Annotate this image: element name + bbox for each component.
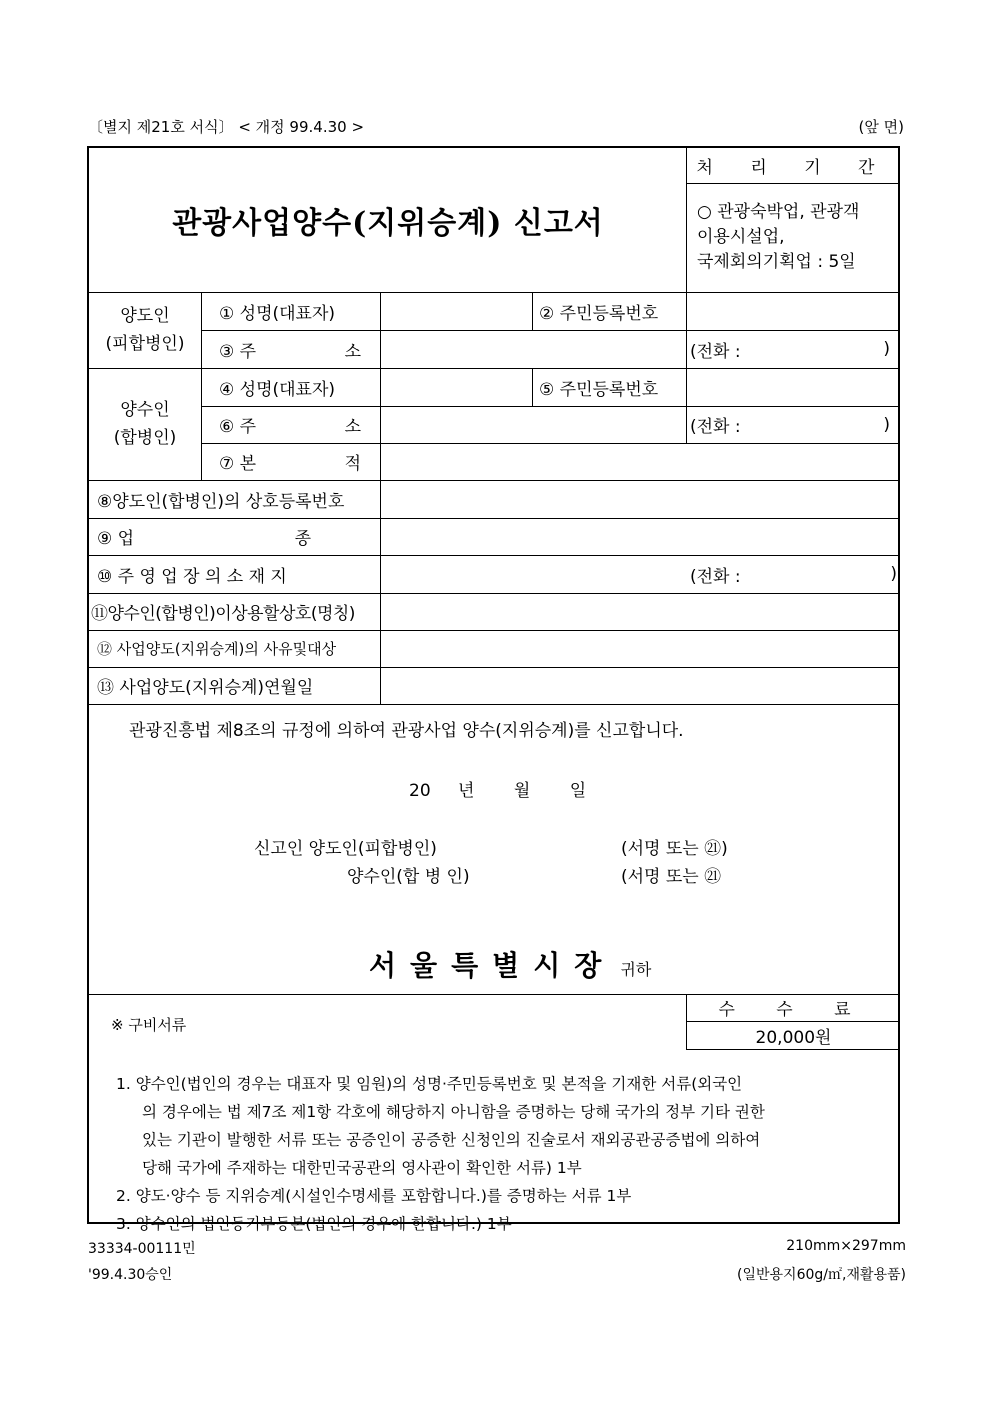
list-item: 있는 기관이 발행한 서류 또는 공증인이 공증한 신청인의 진술로서 재외공관공증법에 의하여 xyxy=(142,1131,761,1149)
signer-transferor-mark[interactable]: (서명 또는 ㉑) xyxy=(621,839,728,859)
row-transfer-reason-field[interactable] xyxy=(381,631,899,666)
transferee-origin-field[interactable] xyxy=(381,444,899,479)
transferor-rrn-field[interactable] xyxy=(687,293,899,329)
list-item: 의 경우에는 법 제7조 제1항 각호에 해당하지 아니함을 증명하는 당해 국가의 정부 기타 권한 xyxy=(142,1103,765,1121)
form-header-left: 〔별지 제21호 서식〕 < 개정 99.4.30 > xyxy=(88,118,365,136)
row-main-location-phone[interactable]: (전화 : ) xyxy=(690,564,897,587)
transferee-rrn-field[interactable] xyxy=(687,369,899,405)
transferee-label: 양수인 (합병인) xyxy=(113,400,177,448)
row-business-type-field[interactable] xyxy=(381,519,899,554)
row-transfer-reason-label: ⑫ 사업양도(지위승계)의 사유및대상 xyxy=(97,640,337,658)
row-main-location-label: ⑩ 주 영 업 장 의 소 재 지 xyxy=(97,566,287,587)
row-new-trade-name-label: ⑪양수인(합병인)이상용할상호(명칭) xyxy=(91,604,355,624)
transferor-phone[interactable]: (전화 : ) xyxy=(690,339,890,362)
required-docs-label: ※ 구비서류 xyxy=(111,1016,187,1034)
fee-label: 수 수 료 xyxy=(718,1000,869,1020)
transferee-phone[interactable]: (전화 : ) xyxy=(690,414,890,437)
transferor-name-field[interactable] xyxy=(381,293,531,329)
signer-transferee: 양수인(합 병 인) xyxy=(347,867,470,887)
recipient: 서울특별시장 귀하 xyxy=(369,949,652,982)
form-code: 33334-00111민 xyxy=(88,1241,196,1257)
declaration-form xyxy=(87,146,900,1233)
transferee-name-label: ④ 성명(대표자) xyxy=(219,379,336,400)
list-item: 당해 국가에 주재하는 대한민국공관의 영사관이 확인한 서류) 1부 xyxy=(142,1159,582,1177)
transferee-name-field[interactable] xyxy=(381,369,531,405)
paper-type: (일반용지60g/㎡,재활용품) xyxy=(737,1267,906,1283)
required-docs-list xyxy=(116,1070,876,1238)
transferor-rrn-label: ② 주민등록번호 xyxy=(539,303,659,324)
approval-date: '99.4.30승인 xyxy=(88,1267,173,1283)
row-transfer-date-field[interactable] xyxy=(381,668,899,703)
signer-transferee-mark[interactable]: (서명 또는 ㉑ xyxy=(621,867,722,887)
declaration-statement: 관광진흥법 제8조의 규정에 의하여 관광사업 양수(지위승계)를 신고합니다. xyxy=(129,721,684,741)
processing-period-text: ○ 관광숙박업, 관광객 이용시설업, 국제회의기획업 : 5일 xyxy=(697,202,860,272)
row-business-type-label: ⑨ 업 종 xyxy=(97,529,311,549)
row-transfer-date-label: ⑬ 사업양도(지위승계)연월일 xyxy=(97,678,314,698)
transferor-label: 양도인 (피합병인) xyxy=(105,306,185,354)
row-trade-registration-label: ⑧양도인(합병인)의 상호등록번호 xyxy=(97,491,345,512)
transferor-name-label: ① 성명(대표자) xyxy=(219,303,336,324)
transferee-origin-label: ⑦ 본 적 xyxy=(219,454,361,474)
row-new-trade-name-field[interactable] xyxy=(381,594,899,629)
form-header-right: (앞 면) xyxy=(858,118,904,136)
form-title: 관광사업양수(지위승계) 신고서 xyxy=(172,206,604,241)
declaration-date[interactable]: 20 년 월 일 xyxy=(409,781,587,801)
transferee-address-label: ⑥ 주 소 xyxy=(219,417,361,437)
paper-size: 210mm×297mm xyxy=(786,1238,906,1254)
transferor-address-label: ③ 주 소 xyxy=(219,341,361,362)
transferor-address-field[interactable] xyxy=(381,331,685,367)
list-item: 3. 양수인의 법인등기부등본(법인의 경우에 한합니다.) 1부 xyxy=(116,1215,512,1233)
list-item: 1. 양수인(법인의 경우는 대표자 및 임원)의 성명·주민등록번호 및 본적을 기재한 서류(외국인 xyxy=(116,1075,743,1093)
transferee-rrn-label: ⑤ 주민등록번호 xyxy=(539,379,659,400)
row-trade-registration-field[interactable] xyxy=(381,481,899,517)
signer-transferor: 신고인 양도인(피합병인) xyxy=(254,839,437,859)
processing-period-label: 처 리 기 간 xyxy=(696,158,891,178)
fee-value: 20,000원 xyxy=(755,1028,832,1048)
transferee-address-field[interactable] xyxy=(381,407,685,442)
list-item: 2. 양도·양수 등 지위승계(시설인수명세를 포함합니다.)를 증명하는 서류 1부 xyxy=(116,1187,632,1205)
